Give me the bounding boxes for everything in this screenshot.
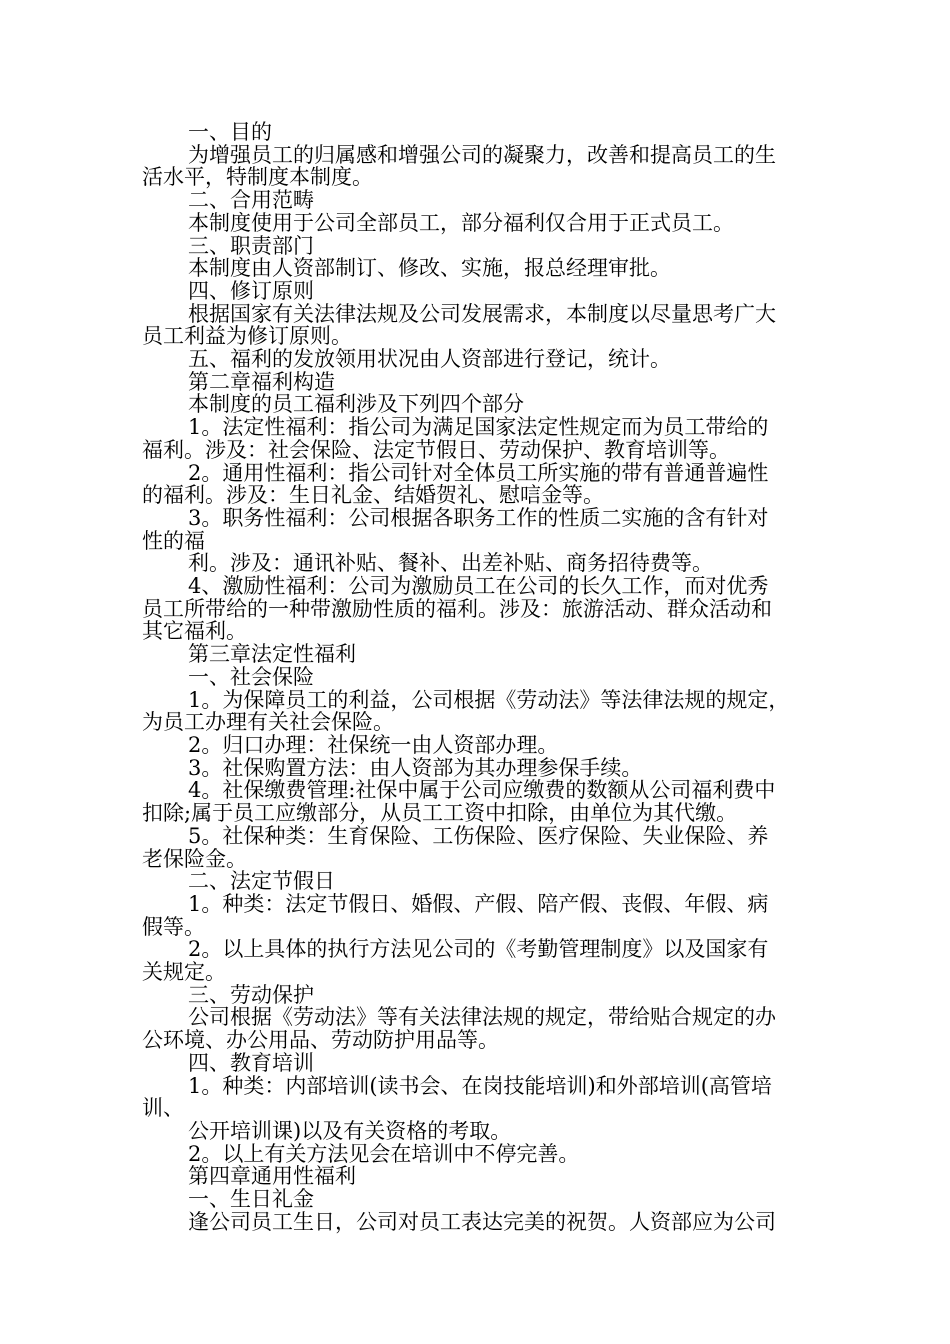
text-line: 第四章通用性福利	[188, 1164, 356, 1189]
text-line: 1。为保障员工的利益，公司根据《劳动法》等法律法规的规定，	[188, 687, 790, 712]
text-line: 4、激励性福利：公司为激励员工在公司的长久工作，而对优秀	[188, 574, 769, 599]
text-line: 性的福	[142, 528, 205, 553]
document-body	[142, 121, 814, 1233]
text-line: 逢公司员工生日，公司对员工表达完美的祝贺。人资部应为公司	[188, 1209, 776, 1234]
text-line: 四、修订原则	[188, 278, 314, 303]
text-line: 公开培训课)以及有关资格的考取。	[188, 1118, 512, 1143]
text-line: 关规定。	[142, 960, 226, 985]
text-line: 2。以上具体的执行方法见公司的《考勤管理制度》以及国家有	[188, 937, 769, 962]
text-line: 1。法定性福利：指公司为满足国家法定性规定而为员工带给的	[188, 415, 769, 440]
text-line: 员工利益为修订原则。	[142, 324, 352, 349]
text-line: 2。归口办理：社保统一由人资部办理。	[188, 732, 559, 757]
text-line: 本制度使用于公司全部员工，部分福利仅合用于正式员工。	[188, 210, 734, 235]
text-line: 第二章福利构造	[188, 369, 335, 394]
text-line: 1。种类：法定节假日、婚假、产假、陪产假、丧假、年假、病	[188, 891, 769, 916]
text-line: 第三章法定性福利	[188, 642, 356, 667]
text-line: 一、社会保险	[188, 664, 314, 689]
text-line: 的福利。涉及：生日礼金、结婚贺礼、慰唁金等。	[142, 483, 604, 508]
text-line: 四、教育培训	[188, 1050, 314, 1075]
text-line: 4。社保缴费管理:社保中属于公司应缴费的数额从公司福利费中	[188, 778, 776, 803]
text-line: 其它福利。	[142, 619, 247, 644]
text-line: 3。职务性福利：公司根据各职务工作的性质二实施的含有针对	[188, 505, 769, 530]
text-line: 假等。	[142, 914, 205, 939]
text-line: 二、法定节假日	[188, 869, 335, 894]
text-line: 公司根据《劳动法》等有关法律法规的规定，带给贴合规定的办	[188, 1005, 776, 1030]
text-line: 一、目的	[188, 120, 272, 144]
text-line: 根据国家有关法律法规及公司发展需求，本制度以尽量思考广大	[188, 301, 776, 326]
text-line: 为增强员工的归属感和增强公司的凝聚力，改善和提高员工的生	[188, 142, 776, 167]
text-line: 公环境、办公用品、劳动防护用品等。	[142, 1028, 499, 1053]
text-line: 1。种类：内部培训(读书会、在岗技能培训)和外部培训(高管培	[188, 1073, 772, 1098]
text-line: 本制度的员工福利涉及下列四个部分	[188, 392, 524, 417]
text-line: 员工所带给的一种带激励性质的福利。涉及：旅游活动、群众活动和	[142, 596, 772, 621]
text-line: 五、福利的发放领用状况由人资部进行登记，统计。	[188, 347, 671, 372]
text-line: 3。社保购置方法：由人资部为其办理参保手续。	[188, 755, 643, 780]
text-line: 训、	[142, 1096, 184, 1121]
text-line: 一、生日礼金	[188, 1187, 314, 1212]
text-line: 利。涉及：通讯补贴、餐补、出差补贴、商务招待费等。	[188, 551, 713, 576]
text-line: 福利。涉及：社会保险、法定节假日、劳动保护、教育培训等。	[142, 437, 730, 462]
text-line: 三、劳动保护	[188, 982, 314, 1007]
text-line: 本制度由人资部制订、修改、实施，报总经理审批。	[188, 256, 671, 281]
text-line: 2。通用性福利：指公司针对全体员工所实施的带有普通普遍性	[188, 460, 769, 485]
text-line: 5。社保种类：生育保险、工伤保险、医疗保险、失业保险、养	[188, 823, 769, 848]
text-line: 老保险金。	[142, 846, 247, 871]
text-line: 三、职责部门	[188, 233, 314, 258]
text-line: 2。以上有关方法见会在培训中不停完善。	[188, 1141, 580, 1166]
text-line: 扣除;属于员工应缴部分，从员工工资中扣除，由单位为其代缴。	[142, 801, 738, 826]
text-line: 为员工办理有关社会保险。	[142, 710, 394, 735]
text-line: 活水平，特制度本制度。	[142, 165, 373, 190]
text-line: 二、合用范畴	[188, 188, 314, 213]
